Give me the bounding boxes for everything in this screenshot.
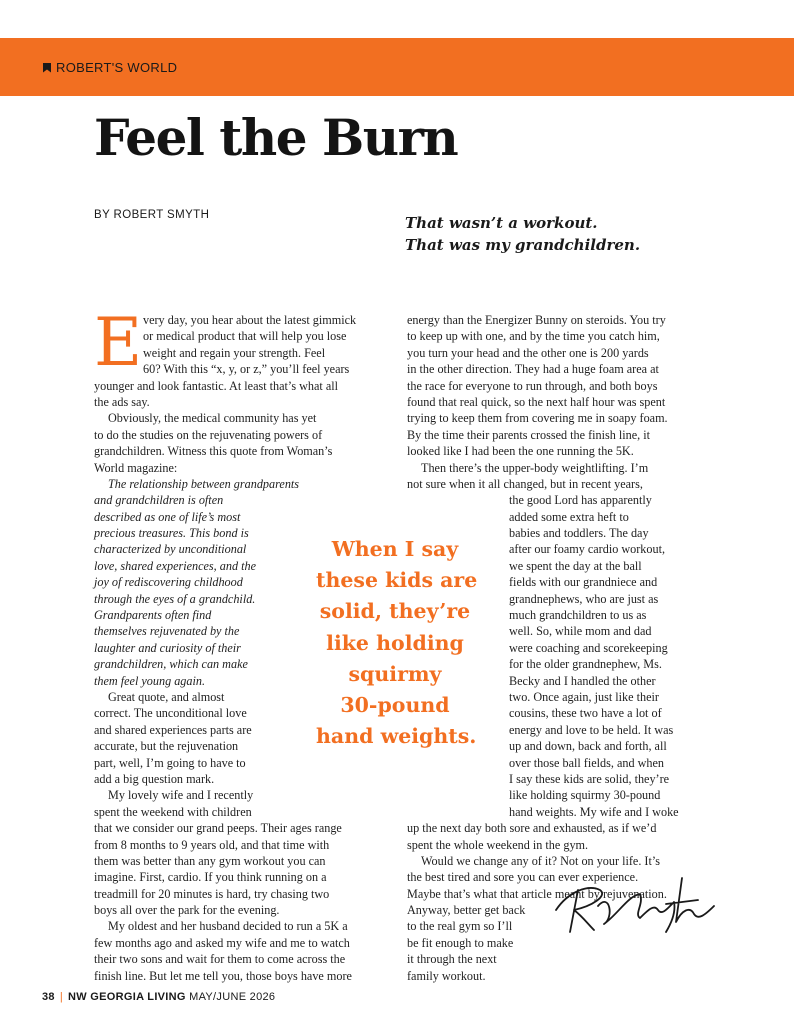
article-title: Feel the Burn — [94, 108, 458, 167]
body-line: spent the whole weekend in the gym. — [407, 837, 589, 852]
page-number: 38 — [42, 991, 55, 1003]
body-line: imagine. First, cardio. If you think running on a — [94, 870, 327, 885]
body-line: characterized by unconditional — [94, 542, 247, 557]
body-line: very day, you hear about the latest gimmick — [143, 313, 357, 327]
body-line: Becky and I handled the other — [509, 673, 656, 688]
body-line: well. So, while mom and dad — [509, 624, 652, 639]
body-line: younger and look fantastic. At least that’s what all — [94, 378, 339, 393]
body-line: looked like I had been the one running the 5K. — [407, 444, 634, 459]
body-line: spent the weekend with children — [94, 804, 252, 819]
bookmark-icon — [43, 63, 51, 73]
body-line: Would we change any of it? Not on your life. It’s — [421, 853, 660, 868]
body-line: to the real gym so I’ll — [407, 919, 513, 934]
body-line: My lovely wife and I recently — [108, 788, 254, 803]
body-line: few months ago and asked my wife and me to watch — [94, 935, 350, 950]
body-line: 60? With this “x, y, or z,” you’ll feel years — [143, 362, 350, 377]
body-line: after our foamy cardio workout, — [509, 542, 666, 557]
body-line: be fit enough to make — [407, 935, 514, 950]
body-line: and grandchildren is often — [94, 493, 224, 508]
pull-quote-line: squirmy — [348, 661, 442, 686]
publication-name: NW GEORGIA LIVING — [68, 991, 186, 1003]
page-footer — [42, 991, 275, 1003]
body-line: and shared experiences parts are — [94, 722, 252, 737]
body-line: described as one of life’s most — [94, 509, 241, 524]
deck-line: That wasn’t a workout. — [405, 214, 598, 232]
body-line: Grandparents often find — [94, 608, 212, 623]
section-label — [43, 60, 177, 75]
body-line: babies and toddlers. The day — [509, 526, 649, 541]
body-line: fields with our grandniece and — [509, 575, 658, 590]
body-line: to keep up with one, and by the time you catch him, — [407, 329, 660, 344]
body-line: laughter and curiosity of their — [94, 640, 241, 655]
body-line: weight and regain your strength. Feel — [143, 345, 326, 360]
body-line: up and down, back and forth, all — [509, 739, 667, 754]
body-line: cousins, these two have a lot of — [509, 706, 662, 721]
body-line: Great quote, and almost — [108, 689, 225, 704]
body-line: World magazine: — [94, 460, 178, 475]
body-line: you turn your head and the other one is 200 yards — [407, 345, 649, 360]
body-line: I say these kids are solid, they’re — [509, 771, 670, 786]
body-line: the ads say. — [94, 394, 150, 409]
body-line: were coaching and scorekeeping — [509, 640, 668, 655]
body-line: up the next day both sore and exhausted, as if we’d — [407, 821, 657, 836]
body-line: like holding squirmy 30-pound — [509, 788, 661, 803]
body-line: The relationship between grandparents — [108, 476, 300, 491]
body-line: treadmill for 20 minutes is hard, try chasing two — [94, 886, 330, 901]
body-line: through the eyes of a grandchild. — [94, 591, 256, 606]
body-line: Maybe that’s what that article meant by rejuvenation. — [407, 886, 667, 901]
body-line: part, well, I’m going to have to — [94, 755, 246, 770]
body-line: from 8 months to 9 years old, and that time with — [94, 837, 330, 852]
body-line: Then there’s the upper-body weightlifting. I’m — [421, 460, 649, 475]
body-line: grandchildren, which can make — [94, 657, 248, 672]
pull-quote — [316, 534, 478, 752]
body-line: that we consider our grand peeps. Their ages range — [94, 821, 342, 836]
body-line: to do the studies on the rejuvenating powers of — [94, 427, 323, 442]
body-line: boys all over the park for the evening. — [94, 903, 280, 918]
signature-image — [548, 870, 723, 940]
body-line: joy of rediscovering childhood — [94, 575, 243, 590]
body-line: over those ball fields, and when — [509, 755, 665, 770]
pull-quote-line: 30-pound — [340, 693, 450, 718]
body-line: grandchildren. Witness this quote from Woman’s — [94, 444, 333, 459]
body-line: Obviously, the medical community has yet — [108, 411, 317, 426]
body-line: it through the next — [407, 952, 497, 967]
body-line: the race for everyone to run through, and both boys — [407, 378, 658, 393]
byline: BY ROBERT SMYTH — [94, 209, 210, 221]
body-line: we spent the day at the ball — [509, 558, 642, 573]
body-line: them feel young again. — [94, 673, 206, 688]
body-line: love, shared experiences, and the — [94, 558, 256, 573]
body-line: not sure when it all changed, but in recent years, — [407, 476, 643, 491]
body-line: My oldest and her husband decided to run a 5K a — [108, 919, 348, 934]
body-line: finish line. But let me tell you, those boys have more — [94, 968, 352, 983]
body-line: in the other direction. They had a huge foam area at — [407, 362, 659, 377]
footer-separator: | — [59, 991, 64, 1003]
body-line: grandnephews, who are just as — [509, 591, 659, 606]
body-line: them was better than any gym workout you can — [94, 853, 326, 868]
body-line: found that real quick, so the next half hour was spent — [407, 394, 666, 409]
body-line: the best tired and sore you can ever experience. — [407, 870, 639, 885]
pull-quote-line: solid, they’re — [319, 599, 471, 624]
body-line: Anyway, better get back — [407, 903, 526, 918]
body-line: correct. The unconditional love — [94, 706, 247, 721]
body-line: the good Lord has apparently — [509, 493, 652, 508]
body-line: their two sons and wait for them to come across the — [94, 952, 346, 967]
body-line: family workout. — [407, 968, 486, 983]
pull-quote-line: like holding — [326, 630, 464, 655]
deck-line: That was my grandchildren. — [405, 236, 641, 254]
pull-quote-line: these kids are — [316, 568, 478, 593]
pull-quote-line: When I say — [331, 537, 459, 561]
body-line: added some extra heft to — [509, 509, 629, 524]
body-line: add a big question mark. — [94, 771, 215, 786]
body-line: energy and love to be held. It was — [509, 722, 674, 737]
body-line: By the time their parents crossed the finish line, it — [407, 427, 651, 442]
body-line: themselves rejuvenated by the — [94, 624, 240, 639]
drop-cap: E — [94, 304, 143, 381]
issue-date: MAY/JUNE 2026 — [189, 991, 276, 1003]
body-line: precious treasures. This bond is — [94, 526, 249, 541]
body-line: accurate, but the rejuvenation — [94, 739, 239, 754]
body-line: much grandchildren to us as — [509, 608, 647, 623]
body-line: energy than the Energizer Bunny on steroids. You try — [407, 313, 666, 327]
body-line: or medical product that will help you lose — [143, 329, 347, 344]
body-line: hand weights. My wife and I woke — [509, 804, 679, 819]
section-label-text: ROBERT'S WORLD — [56, 60, 178, 75]
body-line: trying to keep them from covering me in soapy foam. — [407, 411, 668, 426]
body-line: for the older grandnephew, Ms. — [509, 657, 662, 672]
deck — [405, 212, 640, 256]
pull-quote-line: hand weights. — [316, 724, 477, 749]
body-line: two. Once again, just like their — [509, 689, 659, 704]
